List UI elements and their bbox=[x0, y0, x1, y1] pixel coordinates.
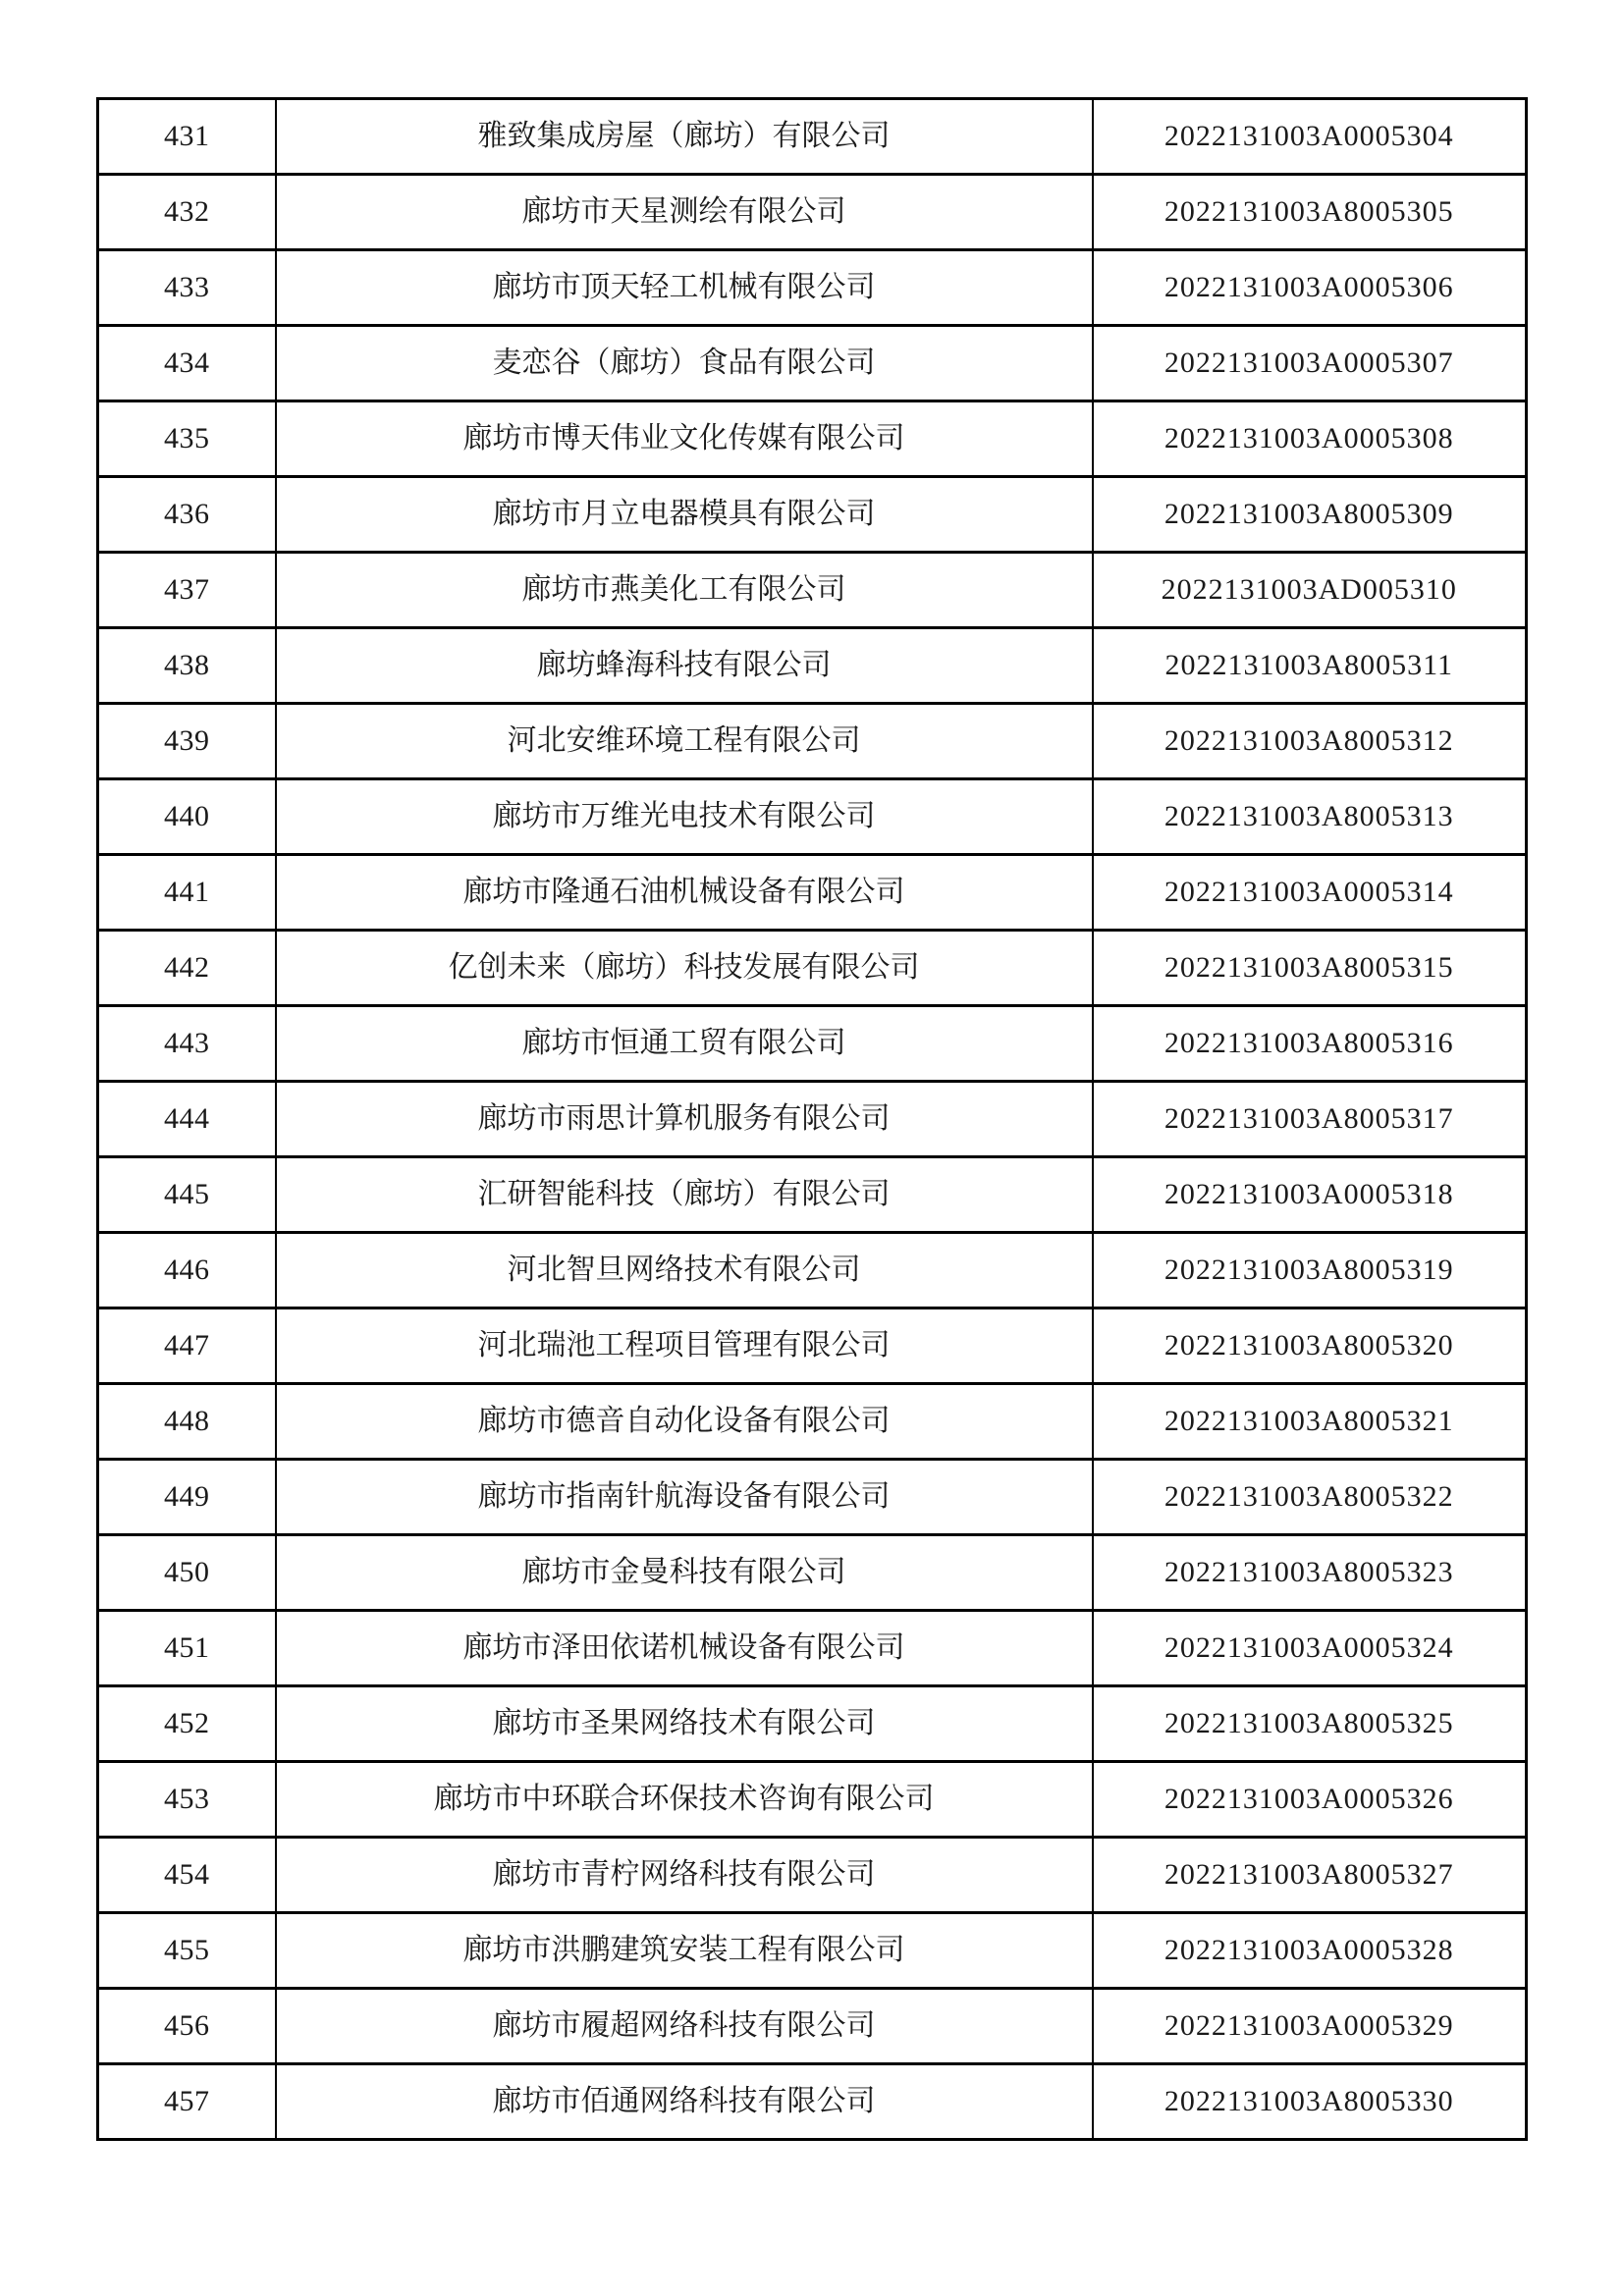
row-number-cell: 448 bbox=[98, 1384, 276, 1460]
registration-code-cell: 2022131003A8005305 bbox=[1093, 175, 1527, 250]
row-number-cell: 441 bbox=[98, 855, 276, 931]
table-row bbox=[98, 401, 1527, 477]
row-number-cell: 449 bbox=[98, 1460, 276, 1535]
row-number-cell: 445 bbox=[98, 1157, 276, 1233]
registration-code-cell: 2022131003AD005310 bbox=[1093, 553, 1527, 628]
row-number-cell: 431 bbox=[98, 99, 276, 175]
registration-code-cell: 2022131003A0005329 bbox=[1093, 1989, 1527, 2064]
table-row bbox=[98, 1082, 1527, 1157]
table-row bbox=[98, 326, 1527, 401]
company-name-cell: 廊坊市燕美化工有限公司 bbox=[276, 553, 1093, 628]
company-name-cell: 廊坊市泽田依诺机械设备有限公司 bbox=[276, 1611, 1093, 1686]
table-row bbox=[98, 175, 1527, 250]
company-name-cell: 廊坊市博天伟业文化传媒有限公司 bbox=[276, 401, 1093, 477]
registration-code-cell: 2022131003A0005328 bbox=[1093, 1913, 1527, 1989]
table-row bbox=[98, 1838, 1527, 1913]
table-row bbox=[98, 1308, 1527, 1384]
company-name-cell: 廊坊市恒通工贸有限公司 bbox=[276, 1006, 1093, 1082]
company-name-cell: 廊坊市金曼科技有限公司 bbox=[276, 1535, 1093, 1611]
registration-code-cell: 2022131003A0005318 bbox=[1093, 1157, 1527, 1233]
company-name-cell: 廊坊市佰通网络科技有限公司 bbox=[276, 2064, 1093, 2140]
row-number-cell: 436 bbox=[98, 477, 276, 553]
registration-code-cell: 2022131003A8005315 bbox=[1093, 931, 1527, 1006]
company-name-cell: 廊坊市圣果网络技术有限公司 bbox=[276, 1686, 1093, 1762]
registration-code-cell: 2022131003A0005326 bbox=[1093, 1762, 1527, 1838]
table-row bbox=[98, 1157, 1527, 1233]
row-number-cell: 446 bbox=[98, 1233, 276, 1308]
row-number-cell: 443 bbox=[98, 1006, 276, 1082]
registration-code-cell: 2022131003A0005324 bbox=[1093, 1611, 1527, 1686]
registry-table-body bbox=[98, 99, 1527, 2140]
registration-code-cell: 2022131003A8005330 bbox=[1093, 2064, 1527, 2140]
company-name-cell: 廊坊市履超网络科技有限公司 bbox=[276, 1989, 1093, 2064]
table-row bbox=[98, 931, 1527, 1006]
row-number-cell: 453 bbox=[98, 1762, 276, 1838]
registration-code-cell: 2022131003A8005312 bbox=[1093, 704, 1527, 779]
registration-code-cell: 2022131003A8005320 bbox=[1093, 1308, 1527, 1384]
table-row bbox=[98, 477, 1527, 553]
row-number-cell: 435 bbox=[98, 401, 276, 477]
row-number-cell: 456 bbox=[98, 1989, 276, 2064]
registration-code-cell: 2022131003A8005313 bbox=[1093, 779, 1527, 855]
registration-code-cell: 2022131003A0005304 bbox=[1093, 99, 1527, 175]
company-name-cell: 廊坊市隆通石油机械设备有限公司 bbox=[276, 855, 1093, 931]
company-name-cell: 亿创未来（廊坊）科技发展有限公司 bbox=[276, 931, 1093, 1006]
company-name-cell: 廊坊市顶天轻工机械有限公司 bbox=[276, 250, 1093, 326]
table-row bbox=[98, 1686, 1527, 1762]
table-row bbox=[98, 1989, 1527, 2064]
registration-code-cell: 2022131003A8005309 bbox=[1093, 477, 1527, 553]
registration-code-cell: 2022131003A8005325 bbox=[1093, 1686, 1527, 1762]
table-row bbox=[98, 250, 1527, 326]
table-row bbox=[98, 1913, 1527, 1989]
company-name-cell: 廊坊市中环联合环保技术咨询有限公司 bbox=[276, 1762, 1093, 1838]
registration-code-cell: 2022131003A0005306 bbox=[1093, 250, 1527, 326]
company-name-cell: 廊坊市指南针航海设备有限公司 bbox=[276, 1460, 1093, 1535]
table-row bbox=[98, 1384, 1527, 1460]
company-name-cell: 廊坊市德音自动化设备有限公司 bbox=[276, 1384, 1093, 1460]
table-row bbox=[98, 1233, 1527, 1308]
table-row bbox=[98, 1460, 1527, 1535]
registration-code-cell: 2022131003A0005314 bbox=[1093, 855, 1527, 931]
table-row bbox=[98, 553, 1527, 628]
company-name-cell: 雅致集成房屋（廊坊）有限公司 bbox=[276, 99, 1093, 175]
table-row bbox=[98, 1535, 1527, 1611]
row-number-cell: 454 bbox=[98, 1838, 276, 1913]
row-number-cell: 440 bbox=[98, 779, 276, 855]
registration-code-cell: 2022131003A8005311 bbox=[1093, 628, 1527, 704]
company-name-cell: 廊坊市月立电器模具有限公司 bbox=[276, 477, 1093, 553]
company-name-cell: 河北瑞池工程项目管理有限公司 bbox=[276, 1308, 1093, 1384]
company-name-cell: 廊坊市雨思计算机服务有限公司 bbox=[276, 1082, 1093, 1157]
company-name-cell: 麦恋谷（廊坊）食品有限公司 bbox=[276, 326, 1093, 401]
table-row bbox=[98, 855, 1527, 931]
row-number-cell: 451 bbox=[98, 1611, 276, 1686]
registration-code-cell: 2022131003A0005307 bbox=[1093, 326, 1527, 401]
table-row bbox=[98, 2064, 1527, 2140]
company-name-cell: 廊坊市青柠网络科技有限公司 bbox=[276, 1838, 1093, 1913]
company-name-cell: 廊坊市万维光电技术有限公司 bbox=[276, 779, 1093, 855]
row-number-cell: 455 bbox=[98, 1913, 276, 1989]
row-number-cell: 439 bbox=[98, 704, 276, 779]
company-name-cell: 廊坊蜂海科技有限公司 bbox=[276, 628, 1093, 704]
table-row bbox=[98, 1006, 1527, 1082]
row-number-cell: 457 bbox=[98, 2064, 276, 2140]
row-number-cell: 437 bbox=[98, 553, 276, 628]
row-number-cell: 442 bbox=[98, 931, 276, 1006]
row-number-cell: 432 bbox=[98, 175, 276, 250]
company-name-cell: 廊坊市天星测绘有限公司 bbox=[276, 175, 1093, 250]
table-row bbox=[98, 704, 1527, 779]
company-name-cell: 河北安维环境工程有限公司 bbox=[276, 704, 1093, 779]
row-number-cell: 447 bbox=[98, 1308, 276, 1384]
company-registry-table bbox=[96, 97, 1528, 2141]
table-row bbox=[98, 628, 1527, 704]
row-number-cell: 433 bbox=[98, 250, 276, 326]
row-number-cell: 452 bbox=[98, 1686, 276, 1762]
registration-code-cell: 2022131003A8005317 bbox=[1093, 1082, 1527, 1157]
table-row bbox=[98, 99, 1527, 175]
registration-code-cell: 2022131003A8005319 bbox=[1093, 1233, 1527, 1308]
row-number-cell: 450 bbox=[98, 1535, 276, 1611]
row-number-cell: 438 bbox=[98, 628, 276, 704]
registration-code-cell: 2022131003A8005323 bbox=[1093, 1535, 1527, 1611]
company-name-cell: 廊坊市洪鹏建筑安装工程有限公司 bbox=[276, 1913, 1093, 1989]
registration-code-cell: 2022131003A8005316 bbox=[1093, 1006, 1527, 1082]
table-row bbox=[98, 1762, 1527, 1838]
registration-code-cell: 2022131003A0005308 bbox=[1093, 401, 1527, 477]
row-number-cell: 444 bbox=[98, 1082, 276, 1157]
table-row bbox=[98, 1611, 1527, 1686]
registration-code-cell: 2022131003A8005321 bbox=[1093, 1384, 1527, 1460]
registration-code-cell: 2022131003A8005322 bbox=[1093, 1460, 1527, 1535]
registration-code-cell: 2022131003A8005327 bbox=[1093, 1838, 1527, 1913]
row-number-cell: 434 bbox=[98, 326, 276, 401]
company-name-cell: 河北智旦网络技术有限公司 bbox=[276, 1233, 1093, 1308]
table-row bbox=[98, 779, 1527, 855]
company-name-cell: 汇研智能科技（廊坊）有限公司 bbox=[276, 1157, 1093, 1233]
